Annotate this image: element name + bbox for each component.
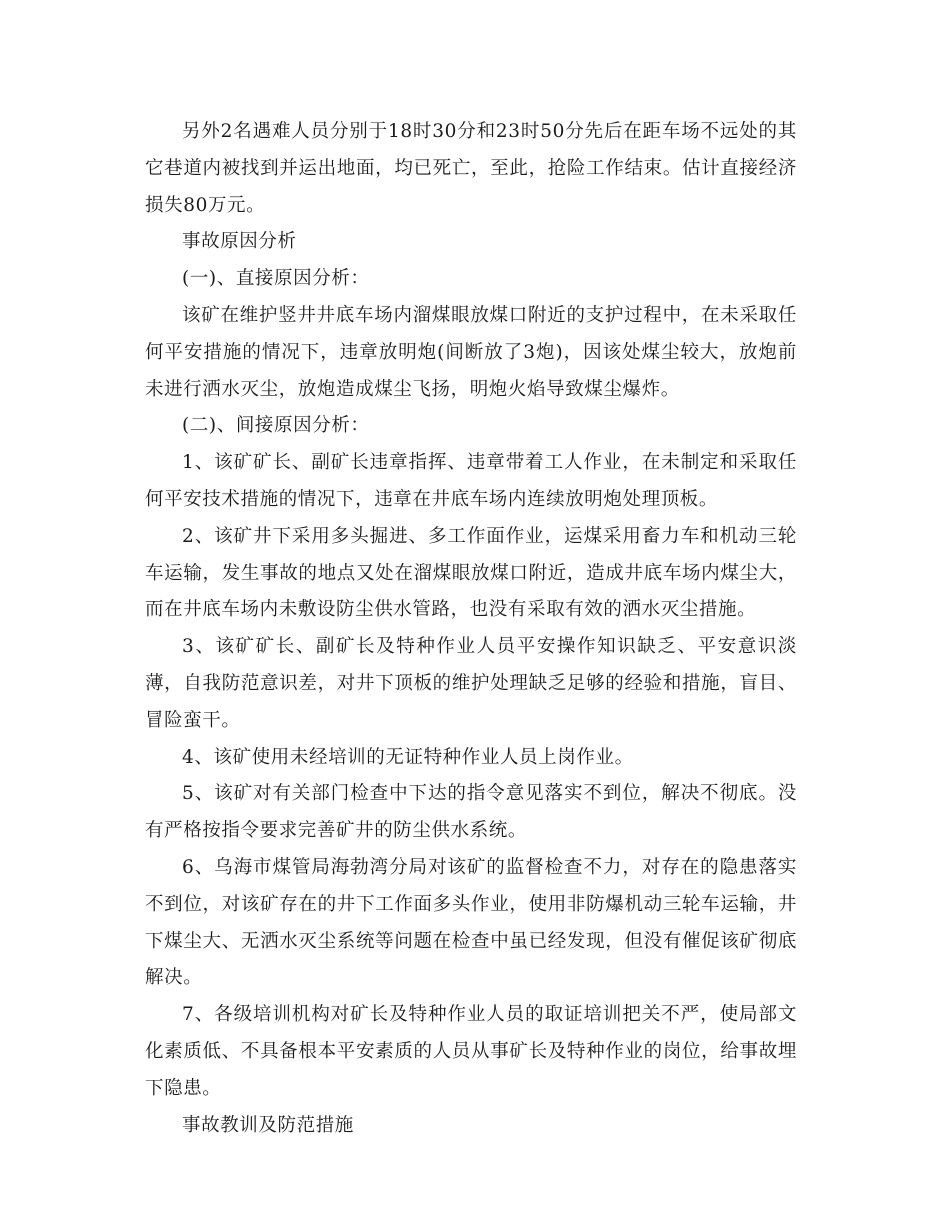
paragraph-indirect-cause-6: 6、乌海市煤管局海勃湾分局对该矿的监督检查不力，对存在的隐患落实不到位，对该矿存在的井下工作面多头作业，使用非防爆机动三轮车运输，井下煤尘大、无洒水灭尘系统等问题在检查中虽已经发现，但没有催促该矿彻底解决。 xyxy=(145,856,797,989)
heading-indirect-cause: (二)、间接原因分析： xyxy=(182,415,370,437)
paragraph-direct-cause: 该矿在维护竖井井底车场内溜煤眼放煤口附近的支护过程中，在未采取任何平安措施的情况下，违章放明炮(间断放了3炮)，因该处煤尘较大，放炮前未进行洒水灭尘，放炮造成煤尘飞扬，明炮火焰导致煤尘爆炸。 xyxy=(145,304,797,400)
paragraph-rescue-conclusion: 另外2名遇难人员分别于18时30分和23时50分先后在距车场不远处的其它巷道内被找到并运出地面，均已死亡，至此，抢险工作结束。估计直接经济损失80万元。 xyxy=(145,121,797,216)
paragraph-indirect-cause-3: 3、该矿矿长、副矿长及特种作业人员平安操作知识缺乏、平安意识淡薄，自我防范意识差，对井下顶板的维护处理缺乏足够的经验和措施，盲目、冒险蛮干。 xyxy=(145,636,797,731)
paragraph-indirect-cause-2: 2、该矿井下采用多头掘进、多工作面作业，运煤采用畜力车和机动三轮车运输，发生事故的地点又处在溜煤眼放煤口附近，造成井底车场内煤尘大，而在井底车场内未敷设防尘供水管路，也没有采取有效的洒水灭尘措施。 xyxy=(145,525,797,621)
heading-cause-analysis: 事故原因分析 xyxy=(182,231,297,253)
paragraph-indirect-cause-7: 7、各级培训机构对矿长及特种作业人员的取证培训把关不严，使局部文化素质低、不具备根本平安素质的人员从事矿长及特种作业的岗位，给事故埋下隐患。 xyxy=(145,1004,797,1099)
heading-direct-cause: (一)、直接原因分析： xyxy=(182,268,370,290)
heading-lessons-and-measures: 事故教训及防范措施 xyxy=(182,1114,354,1136)
paragraph-indirect-cause-4: 4、该矿使用未经培训的无证特种作业人员上岗作业。 xyxy=(182,746,634,768)
paragraph-indirect-cause-1: 1、该矿矿长、副矿长违章指挥、违章带着工人作业，在未制定和采取任何平安技术措施的情况下，违章在井底车场内连续放明炮处理顶板。 xyxy=(145,452,797,510)
document-body xyxy=(145,114,797,1144)
paragraph-indirect-cause-5: 5、该矿对有关部门检查中下达的指令意见落实不到位，解决不彻底。没有严格按指令要求完善矿井的防尘供水系统。 xyxy=(145,783,797,842)
